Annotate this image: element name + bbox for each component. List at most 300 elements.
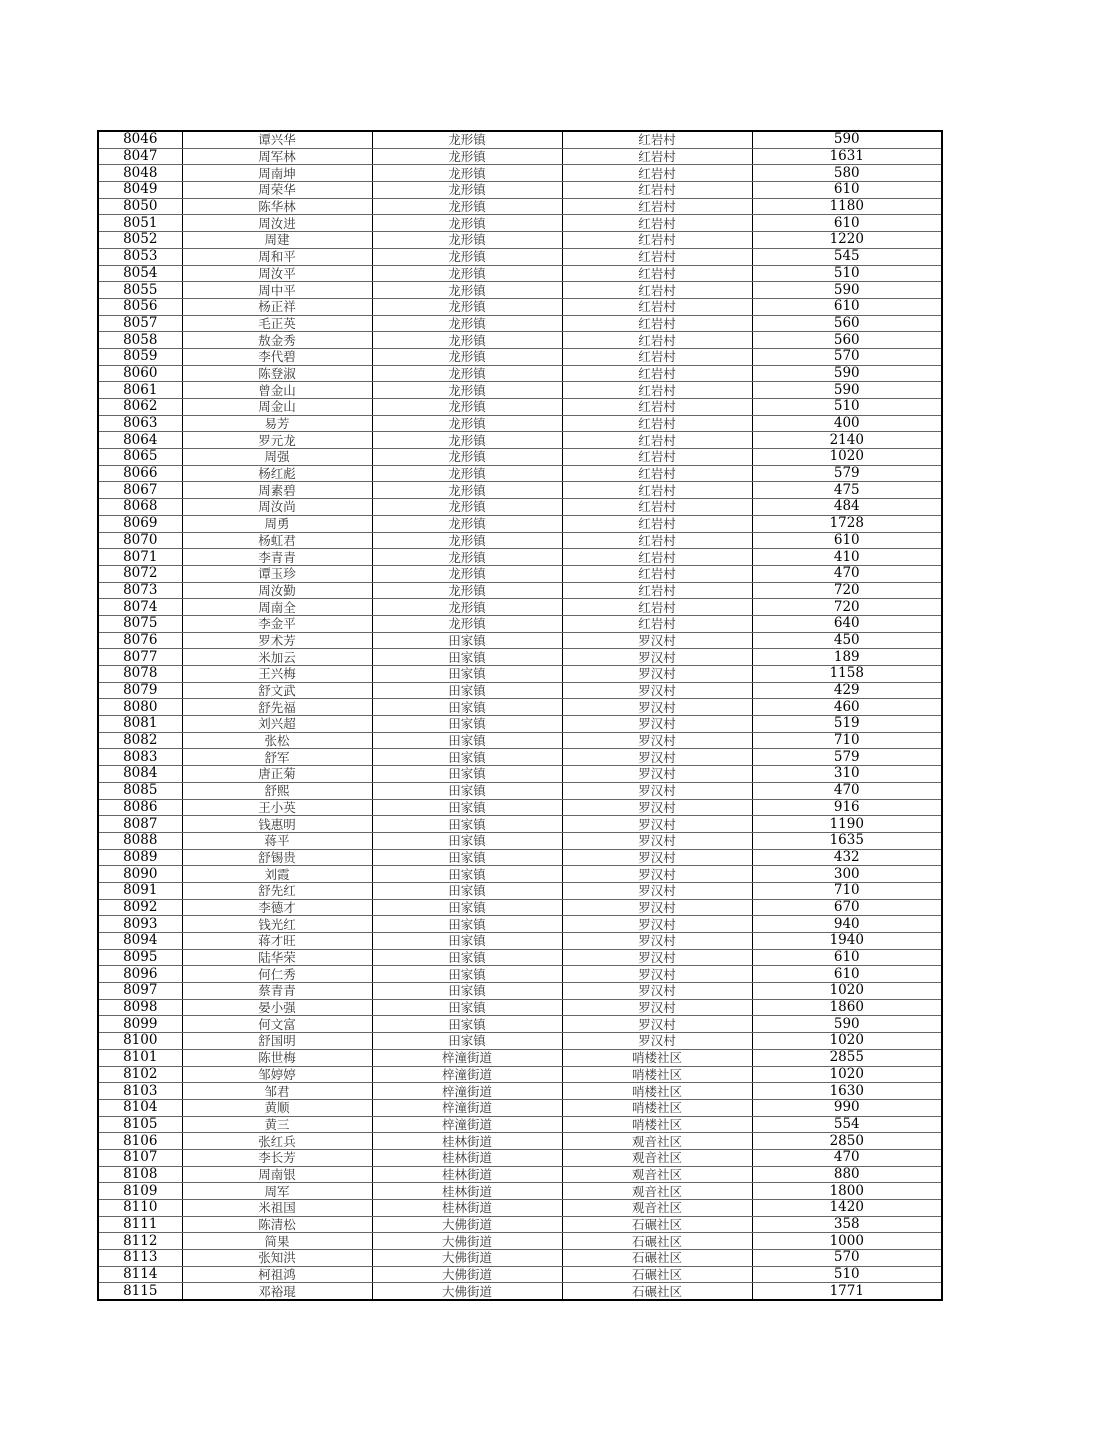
person-name-cell: 罗元龙 [182, 432, 372, 449]
village-cell: 罗汉村 [562, 983, 752, 1000]
village-cell: 红岩村 [562, 515, 752, 532]
town-cell: 梓潼街道 [372, 1083, 562, 1100]
village-cell: 罗汉村 [562, 766, 752, 783]
record-id-cell: 8109 [98, 1183, 182, 1200]
amount-cell: 579 [752, 465, 942, 482]
amount-cell: 484 [752, 499, 942, 516]
record-id-cell: 8086 [98, 799, 182, 816]
record-id-cell: 8083 [98, 749, 182, 766]
person-name-cell: 谭兴华 [182, 131, 372, 148]
table-row [98, 949, 942, 966]
village-cell: 红岩村 [562, 298, 752, 315]
town-cell: 龙形镇 [372, 265, 562, 282]
record-id-cell: 8112 [98, 1233, 182, 1250]
record-id-cell: 8099 [98, 1016, 182, 1033]
amount-cell: 570 [752, 1250, 942, 1267]
village-cell: 罗汉村 [562, 866, 752, 883]
person-name-cell: 周汝尚 [182, 499, 372, 516]
village-cell: 红岩村 [562, 582, 752, 599]
table-row [98, 966, 942, 983]
table-row [98, 515, 942, 532]
record-id-cell: 8048 [98, 165, 182, 182]
record-id-cell: 8057 [98, 315, 182, 332]
amount-cell: 916 [752, 799, 942, 816]
amount-cell: 560 [752, 332, 942, 349]
record-id-cell: 8110 [98, 1200, 182, 1217]
person-name-cell: 敖金秀 [182, 332, 372, 349]
village-cell: 红岩村 [562, 265, 752, 282]
person-name-cell: 周强 [182, 449, 372, 466]
records-body [98, 131, 942, 1300]
town-cell: 田家镇 [372, 782, 562, 799]
person-name-cell: 唐正菊 [182, 766, 372, 783]
table-row [98, 866, 942, 883]
town-cell: 田家镇 [372, 849, 562, 866]
village-cell: 罗汉村 [562, 732, 752, 749]
record-id-cell: 8114 [98, 1266, 182, 1283]
town-cell: 田家镇 [372, 866, 562, 883]
amount-cell: 460 [752, 699, 942, 716]
village-cell: 石碾社区 [562, 1216, 752, 1233]
amount-cell: 940 [752, 916, 942, 933]
town-cell: 田家镇 [372, 966, 562, 983]
town-cell: 田家镇 [372, 899, 562, 916]
amount-cell: 590 [752, 282, 942, 299]
village-cell: 红岩村 [562, 315, 752, 332]
town-cell: 龙形镇 [372, 532, 562, 549]
table-row [98, 732, 942, 749]
table-row [98, 916, 942, 933]
table-row [98, 332, 942, 349]
record-id-cell: 8060 [98, 365, 182, 382]
amount-cell: 590 [752, 365, 942, 382]
amount-cell: 1020 [752, 1033, 942, 1050]
town-cell: 龙形镇 [372, 415, 562, 432]
village-cell: 罗汉村 [562, 899, 752, 916]
table-row [98, 1250, 942, 1267]
village-cell: 罗汉村 [562, 716, 752, 733]
table-row [98, 649, 942, 666]
village-cell: 罗汉村 [562, 816, 752, 833]
town-cell: 田家镇 [372, 766, 562, 783]
table-row [98, 565, 942, 582]
person-name-cell: 舒锡贵 [182, 849, 372, 866]
town-cell: 大佛街道 [372, 1250, 562, 1267]
table-row [98, 399, 942, 416]
village-cell: 罗汉村 [562, 999, 752, 1016]
table-row [98, 1083, 942, 1100]
town-cell: 龙形镇 [372, 365, 562, 382]
person-name-cell: 舒国明 [182, 1033, 372, 1050]
table-row [98, 749, 942, 766]
table-row [98, 1033, 942, 1050]
record-id-cell: 8081 [98, 716, 182, 733]
records-table [97, 130, 943, 1301]
record-id-cell: 8074 [98, 599, 182, 616]
amount-cell: 510 [752, 265, 942, 282]
table-row [98, 1216, 942, 1233]
amount-cell: 358 [752, 1216, 942, 1233]
amount-cell: 610 [752, 966, 942, 983]
table-row [98, 449, 942, 466]
person-name-cell: 舒先红 [182, 882, 372, 899]
town-cell: 田家镇 [372, 933, 562, 950]
person-name-cell: 陈清松 [182, 1216, 372, 1233]
village-cell: 罗汉村 [562, 699, 752, 716]
table-row [98, 1200, 942, 1217]
village-cell: 红岩村 [562, 532, 752, 549]
record-id-cell: 8104 [98, 1099, 182, 1116]
town-cell: 桂林街道 [372, 1183, 562, 1200]
table-row [98, 265, 942, 282]
table-row [98, 1149, 942, 1166]
person-name-cell: 周中平 [182, 282, 372, 299]
village-cell: 红岩村 [562, 232, 752, 249]
amount-cell: 1860 [752, 999, 942, 1016]
town-cell: 大佛街道 [372, 1283, 562, 1300]
person-name-cell: 张红兵 [182, 1133, 372, 1150]
village-cell: 石碾社区 [562, 1250, 752, 1267]
amount-cell: 570 [752, 348, 942, 365]
village-cell: 观音社区 [562, 1149, 752, 1166]
table-row [98, 1016, 942, 1033]
person-name-cell: 刘兴超 [182, 716, 372, 733]
town-cell: 龙形镇 [372, 248, 562, 265]
town-cell: 大佛街道 [372, 1266, 562, 1283]
table-row [98, 298, 942, 315]
table-row [98, 1183, 942, 1200]
person-name-cell: 易芳 [182, 415, 372, 432]
person-name-cell: 周金山 [182, 399, 372, 416]
record-id-cell: 8105 [98, 1116, 182, 1133]
table-row [98, 1266, 942, 1283]
record-id-cell: 8082 [98, 732, 182, 749]
person-name-cell: 王小英 [182, 799, 372, 816]
record-id-cell: 8089 [98, 849, 182, 866]
record-id-cell: 8064 [98, 432, 182, 449]
amount-cell: 610 [752, 532, 942, 549]
village-cell: 红岩村 [562, 332, 752, 349]
amount-cell: 1020 [752, 1066, 942, 1083]
person-name-cell: 周南全 [182, 599, 372, 616]
person-name-cell: 王兴梅 [182, 666, 372, 683]
village-cell: 红岩村 [562, 348, 752, 365]
amount-cell: 519 [752, 716, 942, 733]
table-row [98, 832, 942, 849]
amount-cell: 470 [752, 565, 942, 582]
table-row [98, 699, 942, 716]
table-row [98, 615, 942, 632]
table-row [98, 1283, 942, 1300]
town-cell: 大佛街道 [372, 1233, 562, 1250]
record-id-cell: 8061 [98, 382, 182, 399]
record-id-cell: 8078 [98, 666, 182, 683]
village-cell: 哨楼社区 [562, 1099, 752, 1116]
amount-cell: 1771 [752, 1283, 942, 1300]
village-cell: 罗汉村 [562, 933, 752, 950]
table-row [98, 1133, 942, 1150]
table-row [98, 599, 942, 616]
record-id-cell: 8059 [98, 348, 182, 365]
village-cell: 哨楼社区 [562, 1083, 752, 1100]
amount-cell: 1220 [752, 232, 942, 249]
village-cell: 红岩村 [562, 198, 752, 215]
person-name-cell: 黄顺 [182, 1099, 372, 1116]
amount-cell: 429 [752, 682, 942, 699]
village-cell: 石碾社区 [562, 1233, 752, 1250]
village-cell: 观音社区 [562, 1183, 752, 1200]
person-name-cell: 舒文武 [182, 682, 372, 699]
record-id-cell: 8069 [98, 515, 182, 532]
amount-cell: 1000 [752, 1233, 942, 1250]
table-row [98, 882, 942, 899]
town-cell: 龙形镇 [372, 182, 562, 199]
person-name-cell: 周汝平 [182, 265, 372, 282]
record-id-cell: 8054 [98, 265, 182, 282]
amount-cell: 1190 [752, 816, 942, 833]
village-cell: 罗汉村 [562, 749, 752, 766]
amount-cell: 432 [752, 849, 942, 866]
town-cell: 龙形镇 [372, 332, 562, 349]
person-name-cell: 杨正祥 [182, 298, 372, 315]
table-row [98, 382, 942, 399]
village-cell: 红岩村 [562, 565, 752, 582]
town-cell: 龙形镇 [372, 449, 562, 466]
person-name-cell: 钱惠明 [182, 816, 372, 833]
amount-cell: 410 [752, 549, 942, 566]
record-id-cell: 8094 [98, 933, 182, 950]
person-name-cell: 李代碧 [182, 348, 372, 365]
town-cell: 龙形镇 [372, 599, 562, 616]
record-id-cell: 8077 [98, 649, 182, 666]
amount-cell: 554 [752, 1116, 942, 1133]
town-cell: 龙形镇 [372, 432, 562, 449]
person-name-cell: 周素碧 [182, 482, 372, 499]
person-name-cell: 舒先福 [182, 699, 372, 716]
record-id-cell: 8090 [98, 866, 182, 883]
village-cell: 罗汉村 [562, 849, 752, 866]
person-name-cell: 邓裕琨 [182, 1283, 372, 1300]
village-cell: 观音社区 [562, 1200, 752, 1217]
table-row [98, 365, 942, 382]
person-name-cell: 周汝勤 [182, 582, 372, 599]
town-cell: 田家镇 [372, 682, 562, 699]
town-cell: 龙形镇 [372, 215, 562, 232]
amount-cell: 1728 [752, 515, 942, 532]
record-id-cell: 8067 [98, 482, 182, 499]
village-cell: 红岩村 [562, 131, 752, 148]
table-row [98, 532, 942, 549]
town-cell: 龙形镇 [372, 348, 562, 365]
person-name-cell: 周军 [182, 1183, 372, 1200]
village-cell: 红岩村 [562, 449, 752, 466]
village-cell: 红岩村 [562, 248, 752, 265]
person-name-cell: 张松 [182, 732, 372, 749]
person-name-cell: 谭玉珍 [182, 565, 372, 582]
village-cell: 罗汉村 [562, 832, 752, 849]
table-row [98, 816, 942, 833]
town-cell: 桂林街道 [372, 1149, 562, 1166]
amount-cell: 189 [752, 649, 942, 666]
town-cell: 桂林街道 [372, 1166, 562, 1183]
person-name-cell: 周勇 [182, 515, 372, 532]
village-cell: 红岩村 [562, 499, 752, 516]
record-id-cell: 8055 [98, 282, 182, 299]
amount-cell: 710 [752, 732, 942, 749]
village-cell: 红岩村 [562, 415, 752, 432]
person-name-cell: 刘霞 [182, 866, 372, 883]
table-row [98, 482, 942, 499]
amount-cell: 400 [752, 415, 942, 432]
record-id-cell: 8088 [98, 832, 182, 849]
village-cell: 红岩村 [562, 432, 752, 449]
table-row [98, 348, 942, 365]
record-id-cell: 8071 [98, 549, 182, 566]
person-name-cell: 蔡青青 [182, 983, 372, 1000]
amount-cell: 300 [752, 866, 942, 883]
amount-cell: 545 [752, 248, 942, 265]
record-id-cell: 8075 [98, 615, 182, 632]
table-row [98, 766, 942, 783]
person-name-cell: 李长芳 [182, 1149, 372, 1166]
town-cell: 田家镇 [372, 799, 562, 816]
record-id-cell: 8115 [98, 1283, 182, 1300]
village-cell: 红岩村 [562, 482, 752, 499]
amount-cell: 1020 [752, 449, 942, 466]
person-name-cell: 周荣华 [182, 182, 372, 199]
person-name-cell: 张知洪 [182, 1250, 372, 1267]
village-cell: 观音社区 [562, 1166, 752, 1183]
town-cell: 桂林街道 [372, 1133, 562, 1150]
village-cell: 罗汉村 [562, 782, 752, 799]
person-name-cell: 李德才 [182, 899, 372, 916]
person-name-cell: 简果 [182, 1233, 372, 1250]
record-id-cell: 8058 [98, 332, 182, 349]
town-cell: 田家镇 [372, 832, 562, 849]
village-cell: 红岩村 [562, 165, 752, 182]
record-id-cell: 8073 [98, 582, 182, 599]
village-cell: 红岩村 [562, 148, 752, 165]
village-cell: 罗汉村 [562, 949, 752, 966]
person-name-cell: 陈登淑 [182, 365, 372, 382]
table-row [98, 315, 942, 332]
person-name-cell: 陈世梅 [182, 1049, 372, 1066]
village-cell: 红岩村 [562, 615, 752, 632]
table-row [98, 582, 942, 599]
person-name-cell: 邹婷婷 [182, 1066, 372, 1083]
table-row [98, 1166, 942, 1183]
amount-cell: 2140 [752, 432, 942, 449]
amount-cell: 610 [752, 182, 942, 199]
record-id-cell: 8111 [98, 1216, 182, 1233]
amount-cell: 2855 [752, 1049, 942, 1066]
table-row [98, 215, 942, 232]
record-id-cell: 8070 [98, 532, 182, 549]
person-name-cell: 李青青 [182, 549, 372, 566]
table-row [98, 499, 942, 516]
table-row [98, 1066, 942, 1083]
table-row [98, 716, 942, 733]
person-name-cell: 蒋才旺 [182, 933, 372, 950]
table-row [98, 415, 942, 432]
village-cell: 罗汉村 [562, 882, 752, 899]
amount-cell: 310 [752, 766, 942, 783]
person-name-cell: 李金平 [182, 615, 372, 632]
record-id-cell: 8052 [98, 232, 182, 249]
table-row [98, 799, 942, 816]
amount-cell: 720 [752, 599, 942, 616]
table-row [98, 232, 942, 249]
village-cell: 红岩村 [562, 182, 752, 199]
person-name-cell: 黄三 [182, 1116, 372, 1133]
record-id-cell: 8049 [98, 182, 182, 199]
town-cell: 田家镇 [372, 699, 562, 716]
village-cell: 观音社区 [562, 1133, 752, 1150]
town-cell: 龙形镇 [372, 148, 562, 165]
town-cell: 龙形镇 [372, 165, 562, 182]
town-cell: 龙形镇 [372, 615, 562, 632]
amount-cell: 1940 [752, 933, 942, 950]
table-row [98, 131, 942, 148]
town-cell: 龙形镇 [372, 549, 562, 566]
amount-cell: 880 [752, 1166, 942, 1183]
village-cell: 罗汉村 [562, 1033, 752, 1050]
record-id-cell: 8113 [98, 1250, 182, 1267]
person-name-cell: 米祖国 [182, 1200, 372, 1217]
person-name-cell: 何仁秀 [182, 966, 372, 983]
record-id-cell: 8106 [98, 1133, 182, 1150]
amount-cell: 640 [752, 615, 942, 632]
village-cell: 红岩村 [562, 549, 752, 566]
record-id-cell: 8072 [98, 565, 182, 582]
person-name-cell: 柯祖鸿 [182, 1266, 372, 1283]
amount-cell: 475 [752, 482, 942, 499]
village-cell: 哨楼社区 [562, 1049, 752, 1066]
record-id-cell: 8047 [98, 148, 182, 165]
town-cell: 田家镇 [372, 816, 562, 833]
record-id-cell: 8092 [98, 899, 182, 916]
record-id-cell: 8100 [98, 1033, 182, 1050]
town-cell: 龙形镇 [372, 482, 562, 499]
amount-cell: 590 [752, 1016, 942, 1033]
town-cell: 龙形镇 [372, 282, 562, 299]
record-id-cell: 8079 [98, 682, 182, 699]
record-id-cell: 8091 [98, 882, 182, 899]
town-cell: 龙形镇 [372, 298, 562, 315]
person-name-cell: 何文富 [182, 1016, 372, 1033]
town-cell: 田家镇 [372, 1016, 562, 1033]
amount-cell: 470 [752, 782, 942, 799]
village-cell: 罗汉村 [562, 649, 752, 666]
town-cell: 梓潼街道 [372, 1049, 562, 1066]
village-cell: 哨楼社区 [562, 1116, 752, 1133]
person-name-cell: 陆华荣 [182, 949, 372, 966]
person-name-cell: 邹君 [182, 1083, 372, 1100]
person-name-cell: 杨红彪 [182, 465, 372, 482]
record-id-cell: 8098 [98, 999, 182, 1016]
town-cell: 龙形镇 [372, 232, 562, 249]
person-name-cell: 罗术芳 [182, 632, 372, 649]
table-row [98, 782, 942, 799]
town-cell: 龙形镇 [372, 315, 562, 332]
amount-cell: 610 [752, 949, 942, 966]
amount-cell: 1630 [752, 1083, 942, 1100]
person-name-cell: 周南坤 [182, 165, 372, 182]
village-cell: 红岩村 [562, 399, 752, 416]
record-id-cell: 8087 [98, 816, 182, 833]
amount-cell: 720 [752, 582, 942, 599]
record-id-cell: 8084 [98, 766, 182, 783]
